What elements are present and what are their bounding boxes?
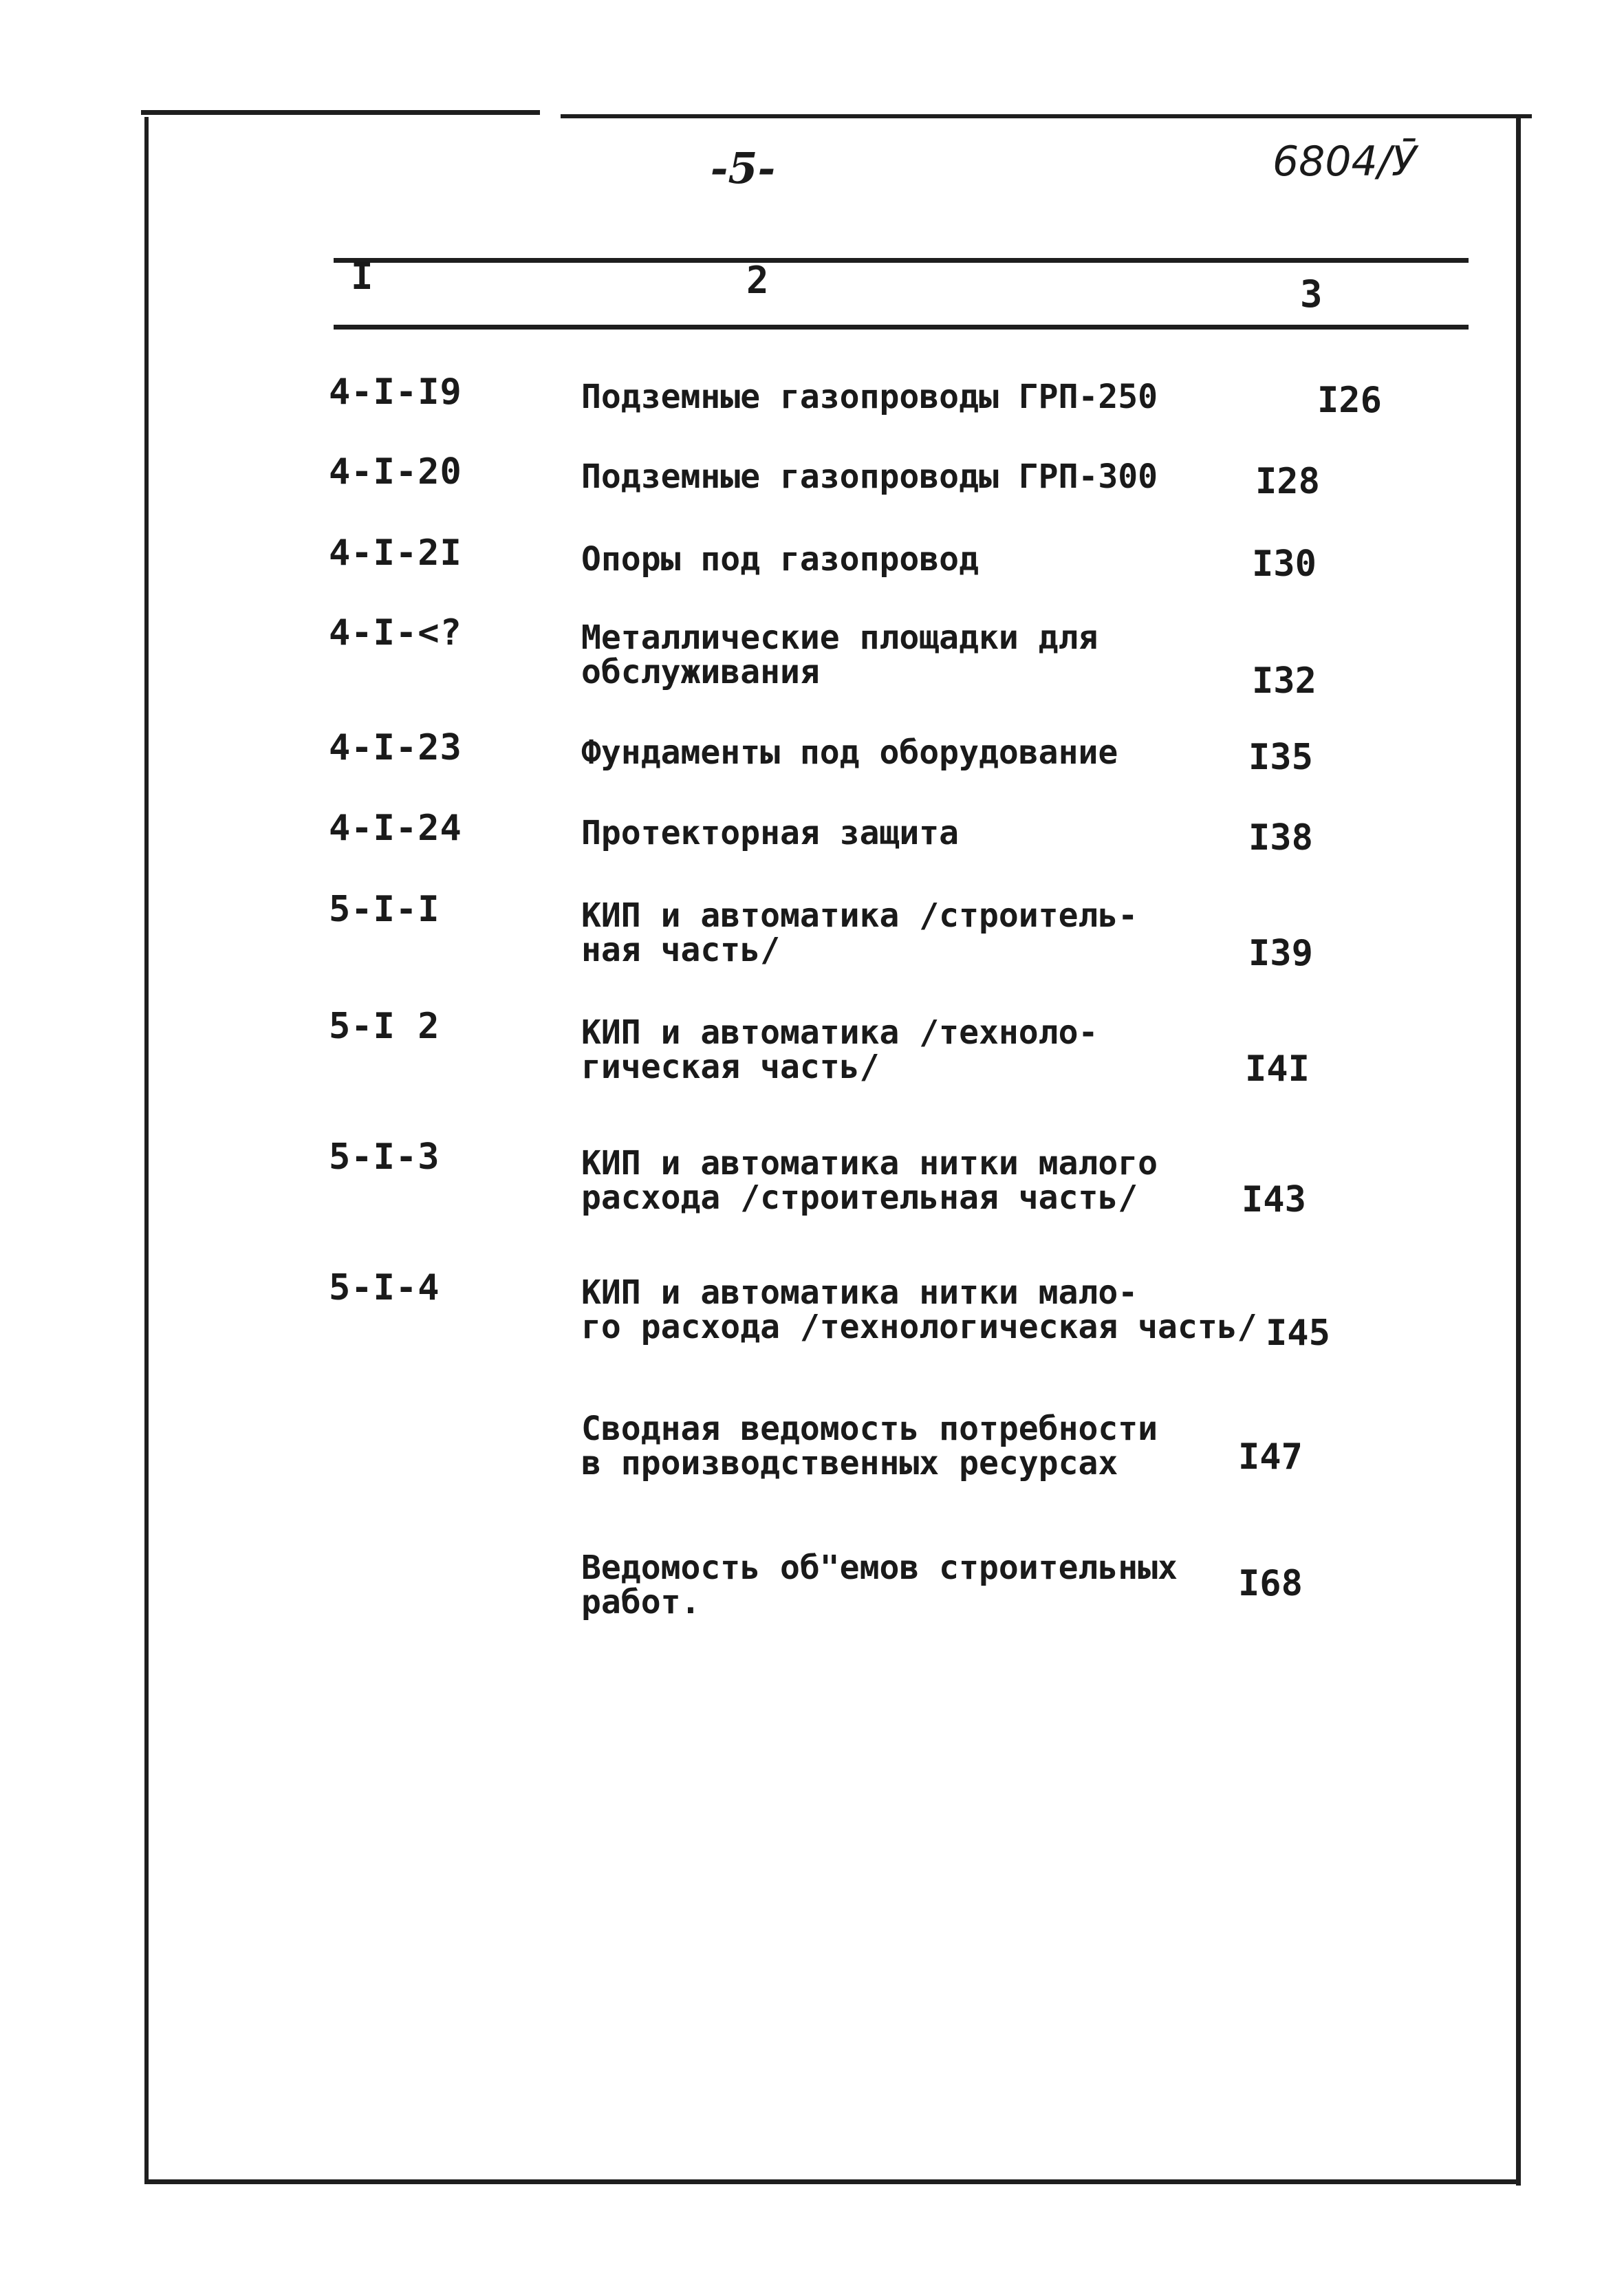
entry-title: КИП и автоматика нитки малого расхода /строительная часть/: [581, 1144, 1158, 1217]
entry-code: 5-I-3: [329, 1136, 440, 1178]
entry-title: КИП и автоматика нитки мало- го расхода /технологическая часть/: [581, 1273, 1257, 1346]
entry-page: I45: [1266, 1313, 1330, 1354]
entry-page: I35: [1248, 737, 1313, 778]
table-header-bottom-rule: [334, 325, 1469, 330]
table-row: [0, 531, 1624, 614]
table-row: [0, 611, 1624, 702]
entry-code: 4-I-20: [329, 451, 462, 493]
entry-title: Подземные газопроводы ГРП-250: [581, 378, 1158, 416]
table-row: [0, 450, 1624, 532]
column-header-1: I: [351, 255, 373, 298]
entry-page: I68: [1238, 1563, 1303, 1604]
entry-code: 4-I-23: [329, 727, 462, 768]
table-row: [0, 1004, 1624, 1090]
entry-code: 5-I 2: [329, 1006, 440, 1047]
entry-code: 4-I-24: [329, 808, 462, 849]
entry-title: Металлические площадки для обслуживания: [581, 618, 1098, 691]
frame-top-right-line: [561, 114, 1532, 118]
table-row: [0, 806, 1624, 889]
entry-title: Ведомость об"емов строительных работ.: [581, 1549, 1178, 1621]
table-row: [0, 887, 1624, 974]
entry-title: Сводная ведомость потребности в производственных ресурсах: [581, 1410, 1158, 1482]
document-code: 6804/Ӯ: [1273, 138, 1417, 186]
entry-title: КИП и автоматика /строитель- ная часть/: [581, 896, 1138, 969]
entry-page: I38: [1248, 817, 1313, 859]
table-row: [0, 1266, 1624, 1354]
entry-code: 5-I-4: [329, 1267, 440, 1308]
entry-page: I39: [1248, 933, 1313, 974]
entry-page: I47: [1238, 1436, 1303, 1478]
entry-page: I32: [1252, 660, 1317, 702]
entry-page: I26: [1317, 380, 1382, 421]
entry-code: 5-I-I: [329, 889, 440, 930]
entry-page: I4I: [1245, 1048, 1310, 1090]
column-header-3: 3: [1300, 272, 1323, 316]
entry-code: 4-I-2I: [329, 532, 462, 574]
table-row: [0, 1541, 1624, 1624]
entry-code: 4-I-I9: [329, 371, 462, 413]
frame-bottom-line: [144, 2179, 1521, 2184]
entry-page: I43: [1242, 1179, 1306, 1220]
entry-title: КИП и автоматика /техноло- гическая часть/: [581, 1013, 1098, 1086]
entry-title: Опоры под газопровод: [581, 540, 979, 579]
entry-code: 4-I-<?: [329, 612, 462, 654]
table-row: [0, 1403, 1624, 1486]
entry-title: Протекторная защита: [581, 814, 960, 852]
entry-page: I28: [1255, 461, 1320, 502]
table-row: [0, 1135, 1624, 1218]
table-row: [0, 726, 1624, 808]
column-header-2: 2: [746, 259, 769, 302]
entry-page: I30: [1252, 543, 1317, 585]
frame-top-left-line: [141, 110, 540, 115]
table-row: [0, 370, 1624, 453]
entry-title: Фундаменты под оборудование: [581, 733, 1118, 772]
entry-title: Подземные газопроводы ГРП-300: [581, 457, 1158, 496]
table-header-top-rule: [334, 258, 1469, 263]
page-number: -5-: [710, 143, 776, 193]
